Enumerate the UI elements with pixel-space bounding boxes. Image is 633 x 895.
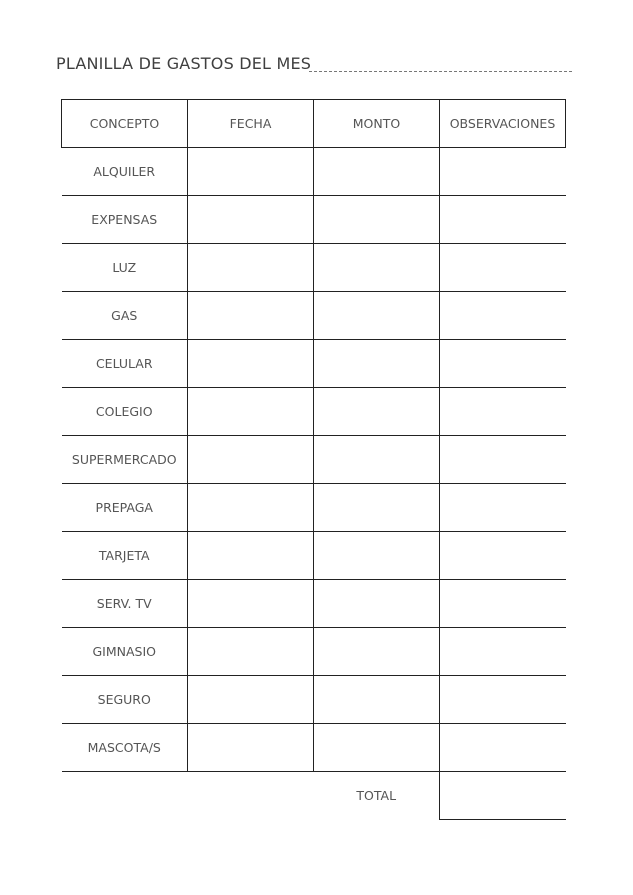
- monto-cell[interactable]: [314, 724, 440, 772]
- monto-cell[interactable]: [314, 292, 440, 340]
- fecha-cell[interactable]: [188, 484, 314, 532]
- total-spacer: [62, 772, 188, 820]
- monto-cell[interactable]: [314, 340, 440, 388]
- monto-cell[interactable]: [314, 484, 440, 532]
- concept-label: SEGURO: [62, 676, 188, 724]
- fecha-cell[interactable]: [188, 436, 314, 484]
- table-row: [62, 532, 566, 580]
- total-value-cell[interactable]: [440, 772, 566, 820]
- concept-label: GIMNASIO: [62, 628, 188, 676]
- page-title: PLANILLA DE GASTOS DEL MES: [56, 54, 312, 73]
- monto-cell[interactable]: [314, 388, 440, 436]
- fecha-cell[interactable]: [188, 724, 314, 772]
- concept-label: CELULAR: [62, 340, 188, 388]
- monto-cell[interactable]: [314, 436, 440, 484]
- table-row: [62, 196, 566, 244]
- fecha-cell[interactable]: [188, 580, 314, 628]
- fecha-cell[interactable]: [188, 628, 314, 676]
- observaciones-cell[interactable]: [440, 196, 566, 244]
- table-row: [62, 628, 566, 676]
- concept-label: TARJETA: [62, 532, 188, 580]
- table-row: [62, 724, 566, 772]
- observaciones-cell[interactable]: [440, 148, 566, 196]
- fecha-cell[interactable]: [188, 532, 314, 580]
- monto-cell[interactable]: [314, 244, 440, 292]
- observaciones-cell[interactable]: [440, 580, 566, 628]
- monto-cell[interactable]: [314, 676, 440, 724]
- observaciones-cell[interactable]: [440, 484, 566, 532]
- concept-label: MASCOTA/S: [62, 724, 188, 772]
- concept-label: SERV. TV: [62, 580, 188, 628]
- total-label: TOTAL: [356, 788, 397, 804]
- fecha-cell[interactable]: [188, 244, 314, 292]
- observaciones-cell[interactable]: [440, 532, 566, 580]
- expense-table: [61, 99, 566, 820]
- concept-label: PREPAGA: [62, 484, 188, 532]
- table-row: [62, 292, 566, 340]
- fecha-cell[interactable]: [188, 292, 314, 340]
- table-row: [62, 580, 566, 628]
- concept-label: GAS: [62, 292, 188, 340]
- concept-label: ALQUILER: [62, 148, 188, 196]
- table-row: [62, 388, 566, 436]
- monto-cell[interactable]: [314, 580, 440, 628]
- table-body: [62, 148, 566, 772]
- header-observaciones: OBSERVACIONES: [440, 100, 566, 148]
- monto-cell[interactable]: [314, 628, 440, 676]
- fecha-cell[interactable]: [188, 148, 314, 196]
- observaciones-cell[interactable]: [440, 340, 566, 388]
- observaciones-cell[interactable]: [440, 724, 566, 772]
- table-row: [62, 676, 566, 724]
- table-row: [62, 484, 566, 532]
- observaciones-cell[interactable]: [440, 436, 566, 484]
- total-spacer: [188, 772, 314, 820]
- fecha-cell[interactable]: [188, 676, 314, 724]
- fecha-cell[interactable]: [188, 196, 314, 244]
- concept-label: LUZ: [62, 244, 188, 292]
- monto-cell[interactable]: [314, 532, 440, 580]
- concept-label: SUPERMERCADO: [62, 436, 188, 484]
- table-row: [62, 340, 566, 388]
- table-row: [62, 148, 566, 196]
- header-fecha: FECHA: [188, 100, 314, 148]
- fecha-cell[interactable]: [188, 340, 314, 388]
- fecha-cell[interactable]: [188, 388, 314, 436]
- table-row: [62, 244, 566, 292]
- monto-cell[interactable]: [314, 148, 440, 196]
- observaciones-cell[interactable]: [440, 292, 566, 340]
- month-blank-line[interactable]: [309, 71, 572, 72]
- header-row: [62, 100, 566, 148]
- header-monto: MONTO: [314, 100, 440, 148]
- observaciones-cell[interactable]: [440, 388, 566, 436]
- monto-cell[interactable]: [314, 196, 440, 244]
- concept-label: EXPENSAS: [62, 196, 188, 244]
- total-row: [62, 772, 566, 820]
- concept-label: COLEGIO: [62, 388, 188, 436]
- observaciones-cell[interactable]: [440, 628, 566, 676]
- table-row: [62, 436, 566, 484]
- title-row: [56, 54, 576, 78]
- observaciones-cell[interactable]: [440, 244, 566, 292]
- header-concepto: CONCEPTO: [62, 100, 188, 148]
- observaciones-cell[interactable]: [440, 676, 566, 724]
